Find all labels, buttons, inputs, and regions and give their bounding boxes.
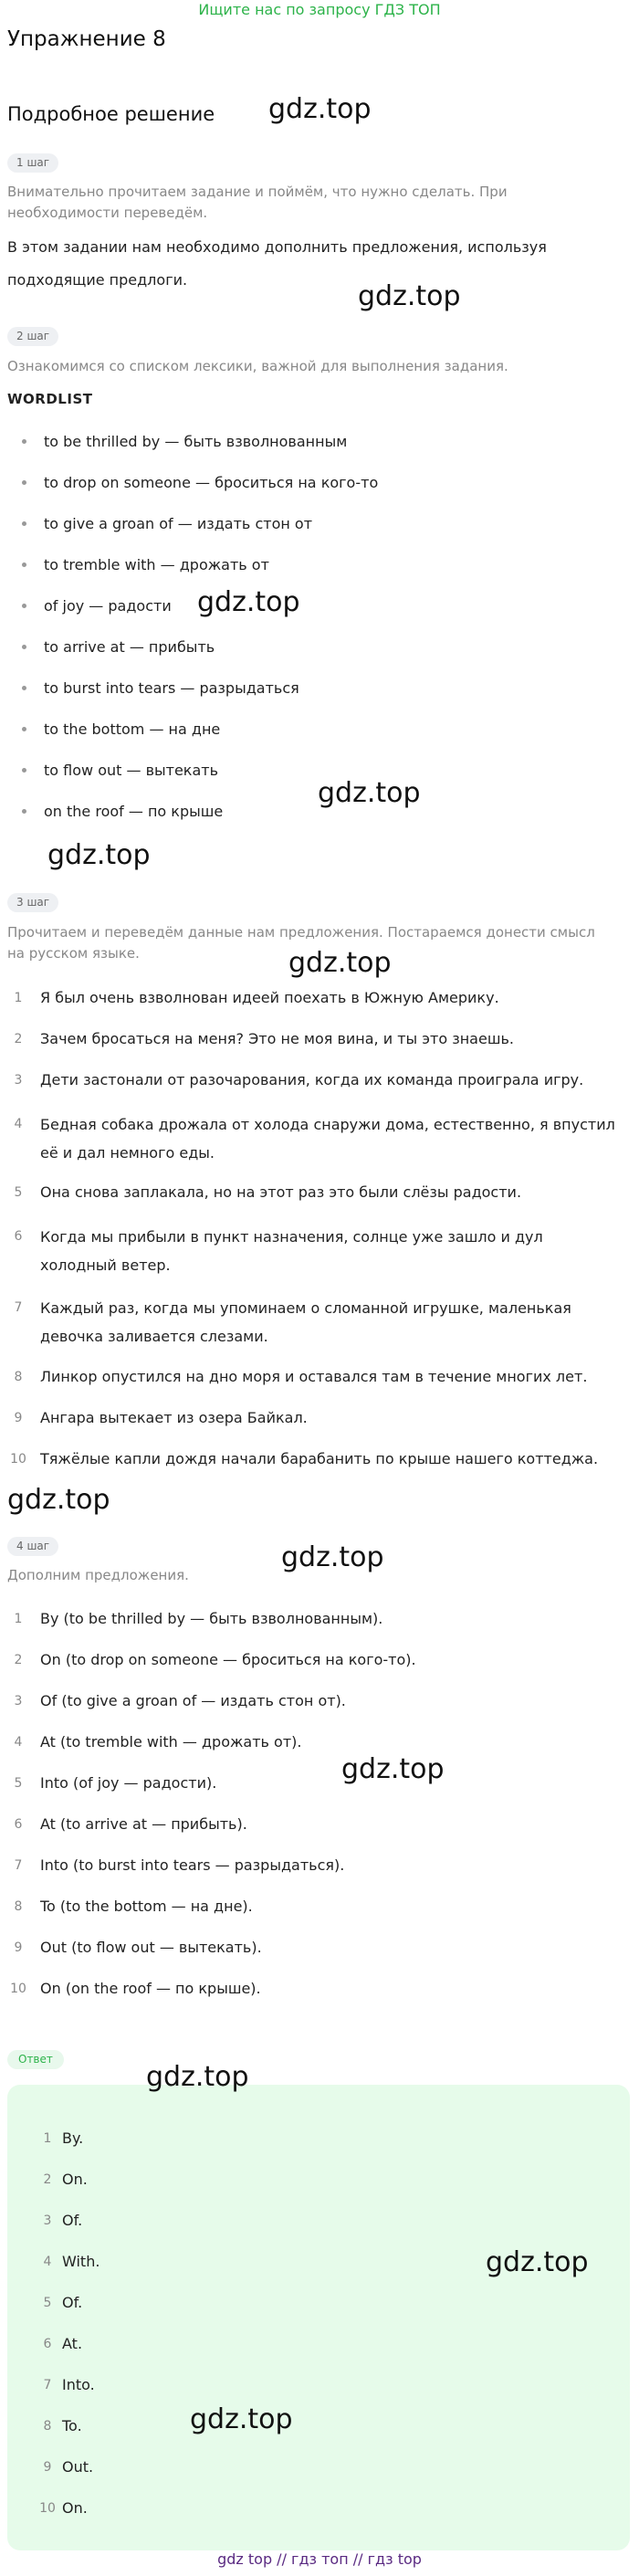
step-2-badge: 2 шаг — [7, 327, 58, 346]
watermark: gdz.top — [281, 1541, 384, 1573]
footer: gdz top // гдз топ // гдз top — [217, 2550, 422, 2568]
list-item: to give a groan of — издать стон от — [0, 513, 639, 554]
section-title: Подробное решение — [7, 103, 215, 125]
bullet-icon — [22, 521, 26, 526]
watermark: gdz.top — [7, 1484, 110, 1516]
list-item: of joy — радости — [0, 595, 639, 636]
step-1-description: Внимательно прочитаем задание и поймём, что нужно сделать. При необходимости переведём. — [7, 184, 508, 221]
list-item: to the bottom — на дне — [0, 719, 639, 760]
list-item: to flow out — вытекать — [0, 760, 639, 801]
bullet-icon — [22, 604, 26, 608]
watermark: gdz.top — [318, 777, 421, 809]
watermark: gdz.top — [358, 280, 461, 312]
step-4-badge: 4 шаг — [7, 1537, 58, 1556]
watermark: gdz.top — [197, 586, 300, 618]
step-1-text: В этом задании нам необходимо дополнить предложения, используя подходящие предлоги. — [7, 238, 547, 289]
list-item: to be thrilled by — быть взволнованным — [0, 431, 639, 472]
list-item: to tremble with — дрожать от — [0, 554, 639, 595]
watermark: gdz.top — [47, 839, 151, 871]
wordlist-title: WORDLIST — [7, 391, 93, 407]
watermark: gdz.top — [288, 947, 392, 979]
list-item: to drop on someone — броситься на кого-то — [0, 472, 639, 513]
bullet-icon — [22, 480, 26, 485]
bullet-icon — [22, 686, 26, 690]
step-1-badge: 1 шаг — [7, 153, 58, 173]
watermark: gdz.top — [268, 93, 372, 125]
list-item: on the roof — по крыше — [0, 801, 639, 842]
watermark: gdz.top — [146, 2061, 249, 2093]
list-item: to burst into tears — разрыдаться — [0, 678, 639, 719]
step-3-description: Прочитаем и переведём данные нам предложения. Постараемся донести смысл на русском языке. — [7, 924, 595, 962]
page-title: Упражнение 8 — [7, 27, 166, 51]
watermark: gdz.top — [190, 2403, 293, 2435]
search-banner: Ищите нас по запросу ГДЗ ТОП — [198, 1, 441, 18]
list-item: to arrive at — прибыть — [0, 636, 639, 678]
step-2-description: Ознакомимся со списком лексики, важной для выполнения задания. — [7, 358, 508, 374]
bullet-icon — [22, 439, 26, 444]
answer-badge: Ответ — [7, 2050, 64, 2069]
watermark: gdz.top — [341, 1753, 445, 1785]
bullet-icon — [22, 563, 26, 567]
bullet-icon — [22, 809, 26, 814]
step-3-badge: 3 шаг — [7, 893, 58, 912]
watermark: gdz.top — [486, 2246, 589, 2278]
step-4-description: Дополним предложения. — [7, 1567, 189, 1583]
bullet-icon — [22, 727, 26, 731]
bullet-icon — [22, 645, 26, 649]
answer-box — [7, 2085, 630, 2550]
bullet-icon — [22, 768, 26, 773]
